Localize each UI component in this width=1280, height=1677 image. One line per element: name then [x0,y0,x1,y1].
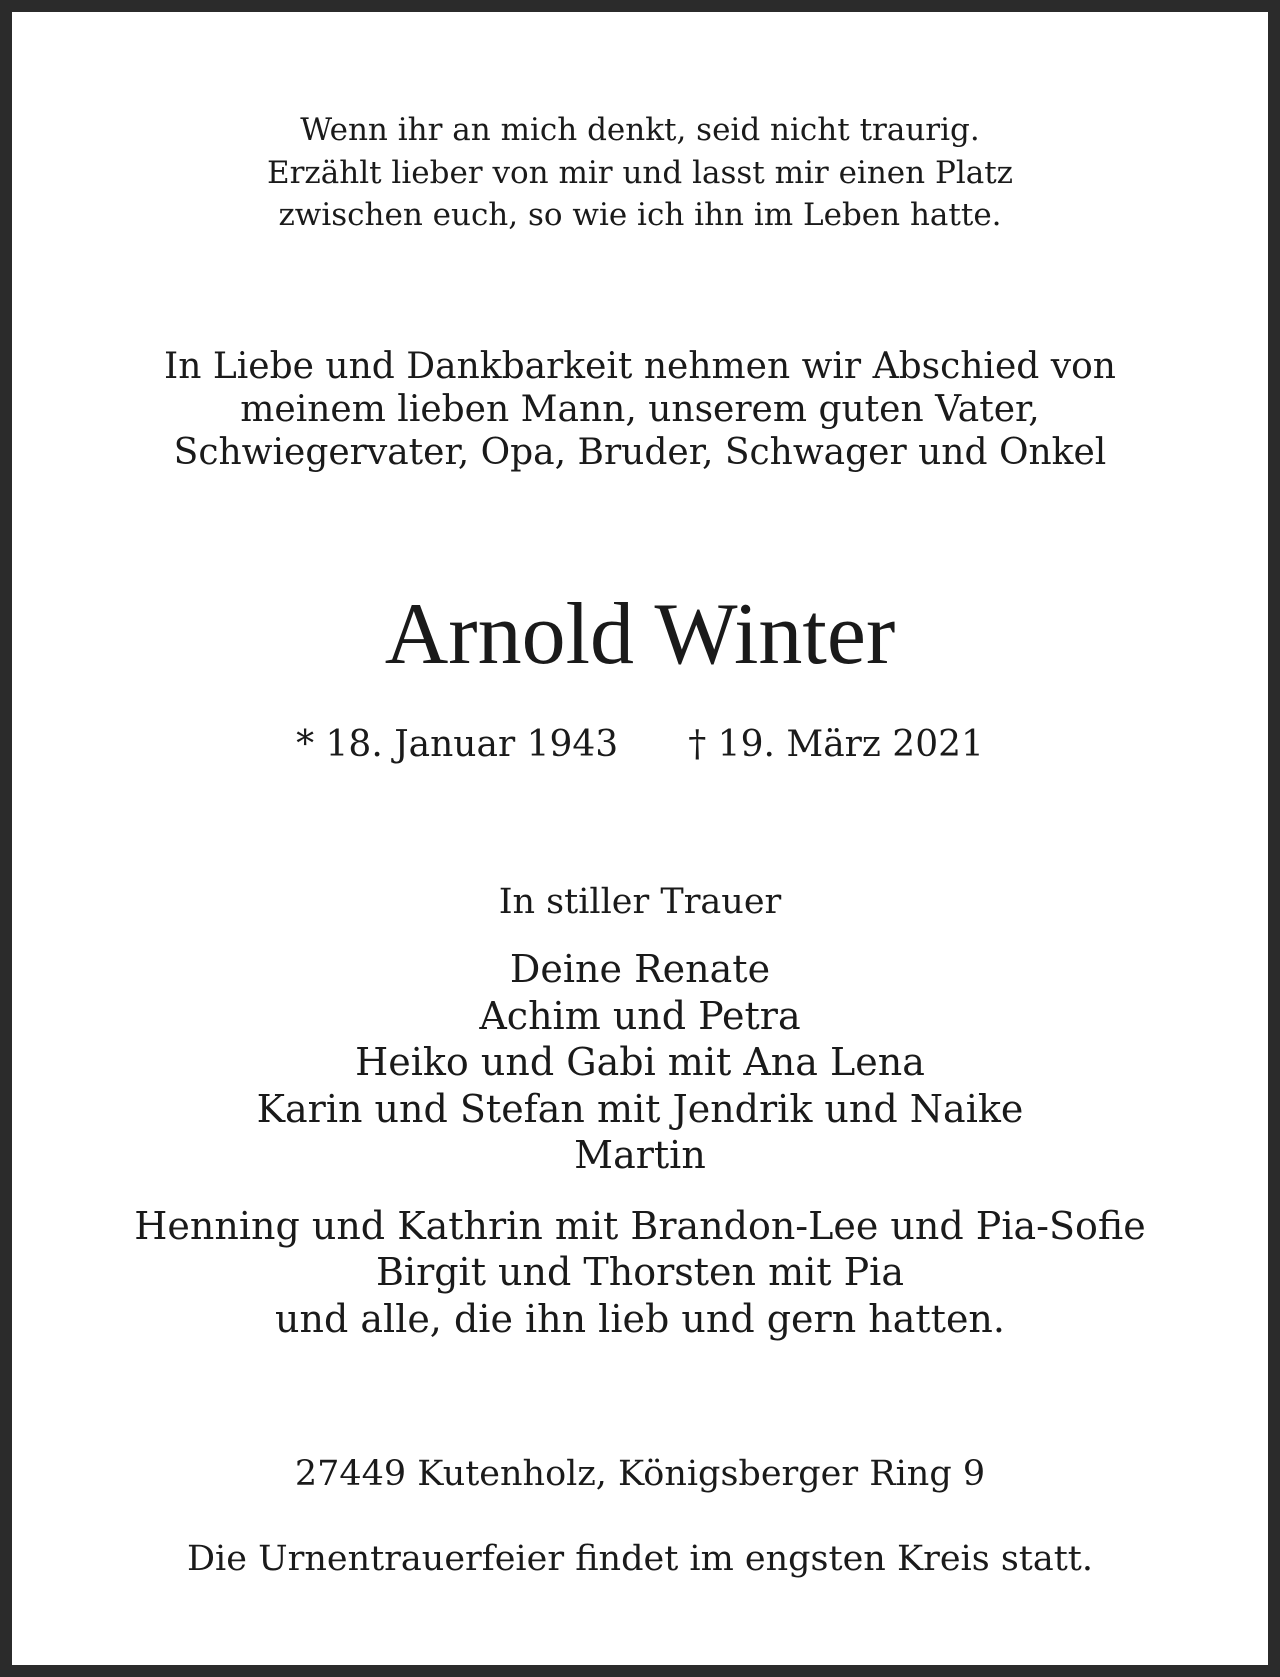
address-line: 27449 Kutenholz, Königsberger Ring 9 [294,1454,986,1494]
intro-line-2: meinem lieben Mann, unserem guten Vater, [240,389,1040,430]
mourner-line: und alle, die ihn lieb und gern hatten. [275,1297,1005,1341]
mourner-line: Birgit und Thorsten mit Pia [375,1250,904,1294]
mourner-line: Henning und Kathrin mit Brandon-Lee und Pia-Sofie [134,1204,1146,1248]
mourner-line: Karin und Stefan mit Jendrik und Naike [256,1087,1024,1131]
ceremony-note: Die Urnentrauerfeier findet im engsten Kreis statt. [187,1539,1093,1579]
motto-line-2: Erzählt lieber von mir und lasst mir einen Platz [266,155,1014,191]
birth-date: * 18. Januar 1943 [296,724,619,765]
mourner-line: Heiko und Gabi mit Ana Lena [355,1040,925,1084]
motto-line-3: zwischen euch, so wie ich ihn im Leben hatte. [278,197,1002,233]
mourner-line: Martin [574,1133,706,1177]
death-date: † 19. März 2021 [688,724,984,765]
mourner-line: Achim und Petra [479,994,801,1038]
obituary-content [12,12,1268,1665]
intro-line-1: In Liebe und Dankbarkeit nehmen wir Abschied von [164,346,1116,387]
deceased-name: Arnold Winter [384,586,896,683]
mourner-line: Deine Renate [509,947,771,991]
mourning-heading: In stiller Trauer [498,882,782,922]
life-dates [12,724,1268,765]
intro-line-3: Schwiegervater, Opa, Bruder, Schwager und Onkel [173,432,1107,473]
motto-line-1: Wenn ihr an mich denkt, seid nicht traurig. [300,112,980,148]
